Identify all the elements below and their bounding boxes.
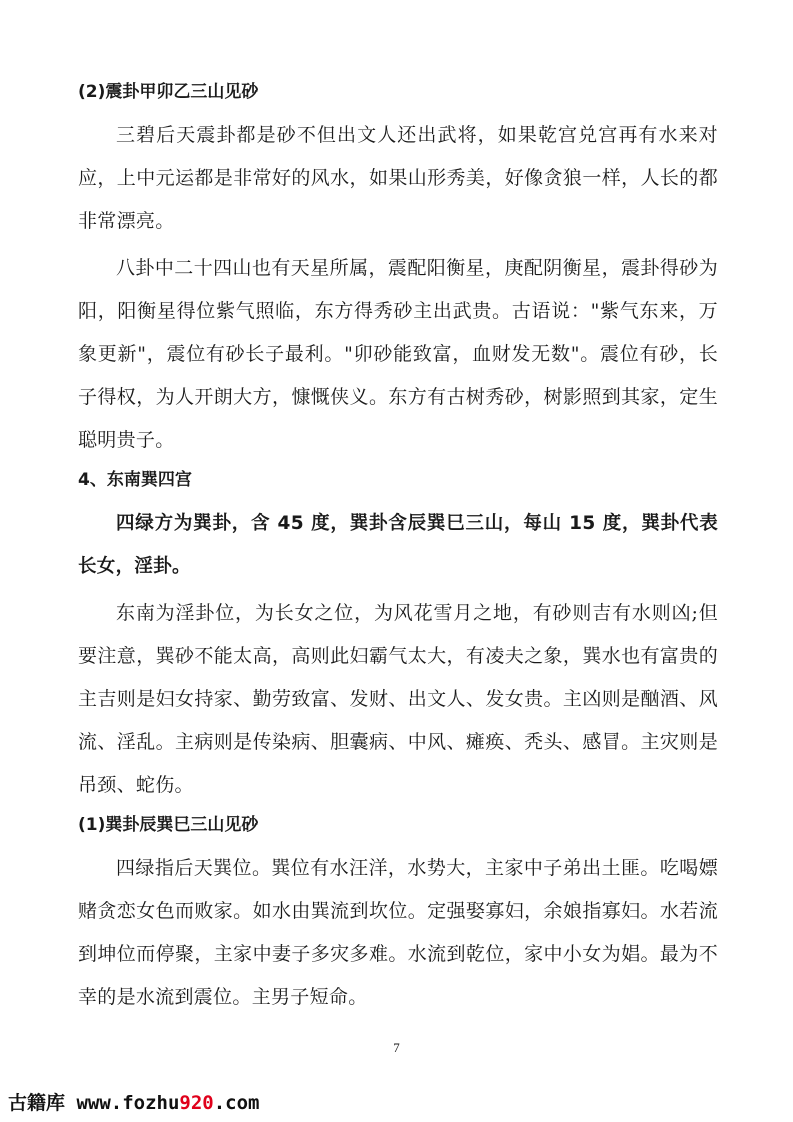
page-number: 7	[393, 1040, 400, 1055]
footer-watermark	[8, 1088, 259, 1115]
paragraph-zhen-intro: 三碧后天震卦都是砂不但出文人还出武将，如果乾宫兑宫再有水来对应，上中元运都是非常好的风水，如果山形秀美，好像贪狼一样，人长的都非常漂亮。	[78, 124, 718, 232]
section-heading-xun-sha: (1)巽卦辰巽巳三山见砂	[78, 815, 259, 835]
document-body	[78, 78, 718, 1023]
paragraph-xun-summary: 四绿方为巽卦，含 45 度，巽卦含辰巽巳三山，每山 15 度，巽卦代表长女，淫卦。	[78, 513, 718, 577]
section-heading-xun-palace: 4、东南巽四宫	[78, 470, 192, 490]
paragraph-xun-water: 四绿指后天巽位。巽位有水汪洋，水势大，主家中子弟出土匪。吃喝嫖赌贪恋女色而败家。如水由巽流到坎位。定强娶寡妇，余娘指寡妇。水若流到坤位而停聚，主家中妻子多灾多难。水流到乾位，家中小女为娼。最为不幸的是水流到震位。主男子短命。	[78, 857, 718, 1008]
footer-site-name: 古籍库 www.fozhu	[8, 1092, 180, 1114]
section-heading-zhen-sha: (2)震卦甲卯乙三山见砂	[78, 82, 259, 102]
paragraph-zhen-stars: 八卦中二十四山也有天星所属，震配阳衡星，庚配阴衡星，震卦得砂为阳，阳衡星得位紫气照临，东方得秀砂主出武贵。古语说："紫气东来，万象更新"，震位有砂长子最利。"卯砂能致富，血财发无数"。震位有砂，长子得权，为人开朗大方，慷慨侠义。东方有古树秀砂，树影照到其家，定生聪明贵子。	[78, 257, 718, 451]
footer-site-number: 920	[179, 1092, 214, 1114]
paragraph-xun-details: 东南为淫卦位，为长女之位，为风花雪月之地，有砂则吉有水则凶;但要注意，巽砂不能太高，高则此妇霸气太大，有凌夫之象，巽水也有富贵的主吉则是妇女持家、勤劳致富、发财、出文人、发女贵。主凶则是酗酒、风流、淫乱。主病则是传染病、胆囊病、中风、瘫痪、秃头、感冒。主灾则是吊颈、蛇伤。	[78, 602, 718, 796]
footer-site-tld: .com	[213, 1092, 260, 1114]
